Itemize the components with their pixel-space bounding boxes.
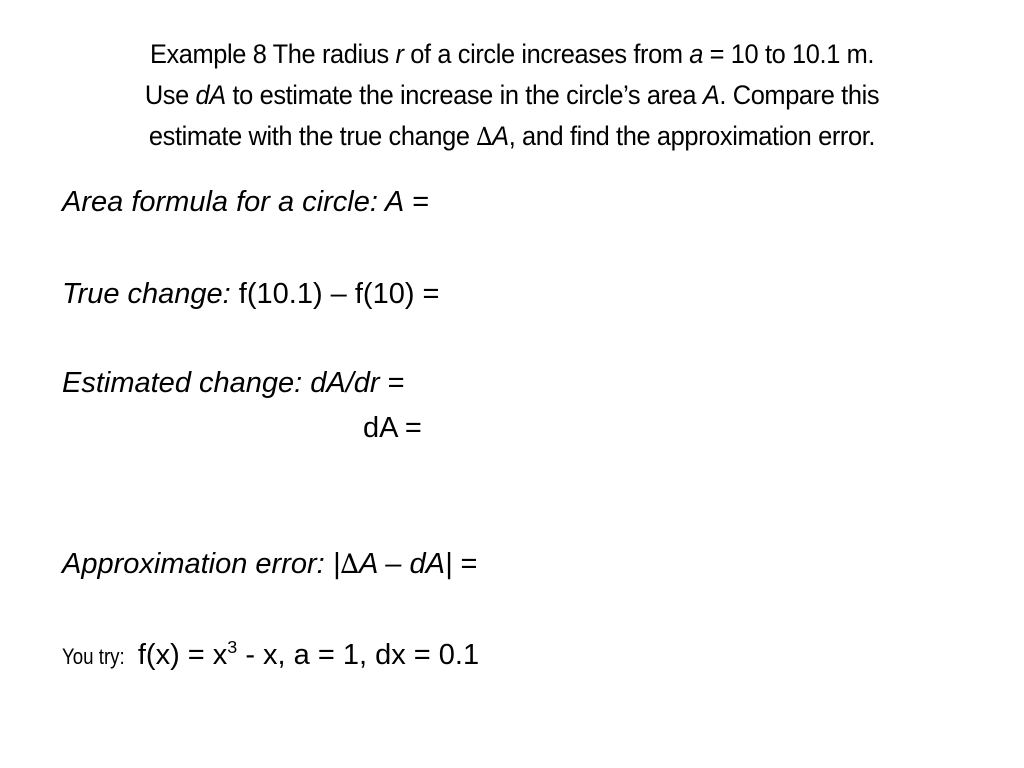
true-change-expression: f(10.1) – f(10) = (230, 278, 440, 310)
variable-A: A (492, 121, 509, 151)
equals-sign: = (404, 186, 430, 218)
problem-statement (87, 34, 937, 157)
text-segment: of a circle increases from (403, 39, 690, 69)
text-segment: estimate with the true change (148, 121, 477, 151)
text-segment: = 10 to 10.1 m. (703, 39, 875, 69)
text-segment: Use (144, 80, 196, 110)
approximation-error-line (62, 547, 477, 582)
dA-expression: dA = (363, 412, 422, 444)
true-change-label: True change: (62, 278, 231, 310)
dA-line (363, 411, 422, 445)
equals-sign: = (452, 548, 478, 580)
variable-A: A (702, 80, 720, 110)
variable-dA: dA (195, 80, 226, 110)
estimated-change-line (62, 366, 405, 400)
true-change-line (62, 277, 439, 311)
you-try-label: You try: (62, 644, 125, 669)
approximation-error-expression: A – dA| (358, 548, 453, 580)
area-formula-label: Area formula for a circle: A (62, 186, 405, 218)
you-try-parameters: - x, a = 1, dx = 0.1 (237, 639, 480, 671)
problem-line-1 (87, 34, 937, 75)
variable-a: a (689, 39, 704, 69)
text-segment: . Compare this (719, 80, 880, 110)
exponent: 3 (227, 636, 238, 657)
area-formula-line (62, 185, 429, 219)
text-segment: , and find the approximation error. (508, 121, 876, 151)
delta-symbol: ∆ (476, 122, 493, 151)
equals-sign: = (379, 367, 405, 399)
text-segment: Example 8 The radius (149, 39, 396, 69)
text-segment: to estimate the increase in the circle’s area (225, 80, 703, 110)
approximation-error-label: Approximation error: | (62, 548, 341, 580)
variable-r: r (395, 39, 404, 69)
problem-line-3 (87, 116, 937, 157)
delta-symbol: ∆ (340, 549, 359, 580)
you-try-line (62, 638, 479, 674)
problem-line-2 (87, 75, 937, 116)
estimated-change-label: Estimated change: dA/dr (62, 367, 380, 399)
you-try-function: f(x) = x (129, 639, 228, 671)
